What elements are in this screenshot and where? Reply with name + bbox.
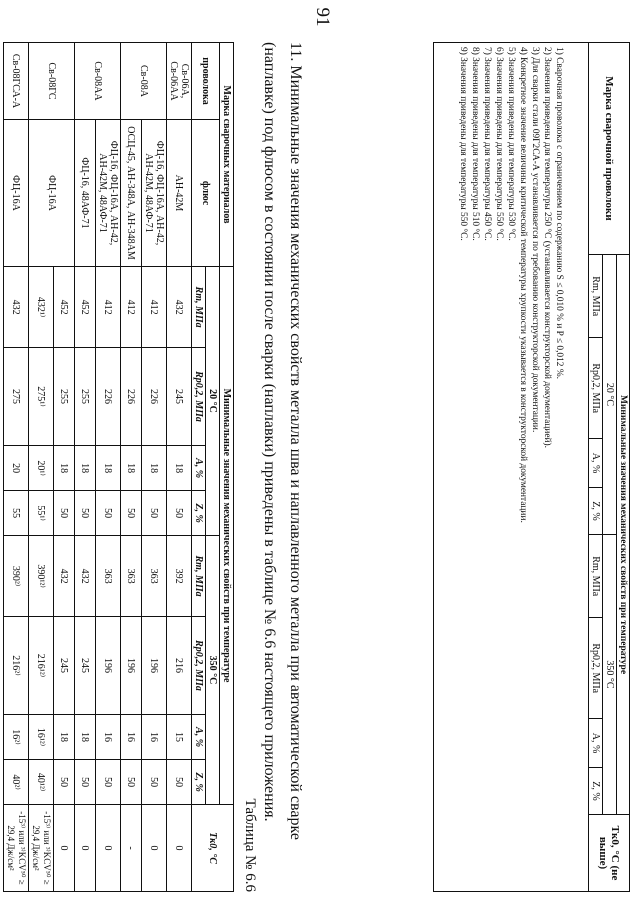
t66-col-rp-20: Rp0,2, МПа bbox=[192, 348, 206, 446]
cell-z20: 50 bbox=[96, 491, 121, 536]
cell-tc: 0 bbox=[75, 805, 96, 892]
cell-tc: 0 bbox=[96, 805, 121, 892]
cell-rm20: 452 bbox=[54, 267, 75, 348]
t66-header-mech: Минимальные значения механических свойств при температуре bbox=[220, 267, 234, 805]
t66-col-a-350: A, % bbox=[192, 714, 206, 760]
cell-rp350: 245 bbox=[54, 617, 75, 715]
t66-header-tc: Tк0, °С bbox=[192, 805, 234, 892]
top-col-a-350: A, % bbox=[589, 719, 603, 768]
cell-z20: 50 bbox=[167, 491, 192, 536]
cell-a350: 16¹²⁾ bbox=[29, 714, 54, 760]
cell-rp350: 216¹²⁾ bbox=[29, 617, 54, 715]
cell-flux: ОСЦ-45, АН-348А, АН-348АМ bbox=[121, 120, 142, 267]
cell-tc: - bbox=[121, 805, 142, 892]
note-line: 5) Значения приведены для температуры 530 °С. bbox=[506, 47, 516, 241]
cell-wire: Св-06А, Св-06АА bbox=[167, 43, 192, 120]
cell-rp350: 216 bbox=[167, 617, 192, 715]
cell-rm20: 412 bbox=[96, 267, 121, 348]
top-col-rm-20: Rm, МПа bbox=[589, 255, 603, 338]
cell-rm20: 412 bbox=[142, 267, 167, 348]
table-row bbox=[75, 43, 96, 892]
cell-z20: 50 bbox=[75, 491, 96, 536]
t66-col-rp-350: Rp0,2, МПа bbox=[192, 617, 206, 715]
top-col-rp-350: Rp0,2, МПа bbox=[589, 618, 603, 719]
cell-z350: 50 bbox=[121, 760, 142, 805]
table-label: Таблица № 6.6 bbox=[242, 798, 258, 892]
note-line: 9) Значения приведены для температуры 550 °С. bbox=[458, 47, 468, 241]
top-col-z-20: Z, % bbox=[589, 488, 603, 535]
cell-a350: 18 bbox=[75, 714, 96, 760]
cell-a350: 15 bbox=[167, 714, 192, 760]
cell-rp20: 255 bbox=[54, 348, 75, 446]
cell-tc: 0 bbox=[142, 805, 167, 892]
cell-rm20: 452 bbox=[75, 267, 96, 348]
note-line: 3) Для сварки стали 09Г2СА-А устанавливается по требованию конструкторской документации. bbox=[530, 47, 540, 433]
cell-a20: 20 bbox=[4, 445, 29, 491]
cell-flux: ФЦ-16А bbox=[29, 120, 75, 267]
cell-z350: 50 bbox=[142, 760, 167, 805]
t66-header-materials: Марка сварочных материалов bbox=[220, 43, 234, 267]
top-header-tc: Tк0, °С (не выше) bbox=[589, 815, 630, 892]
cell-rm350: 363 bbox=[96, 535, 121, 616]
cell-rp20: 226 bbox=[96, 348, 121, 446]
cell-flux: ФЦ-16, ФЦ-16А, АН-42, АН-42М, 48АФ-71 bbox=[142, 120, 167, 267]
cell-rp20: 255 bbox=[75, 348, 96, 446]
top-header-temp-350: 350 °С bbox=[603, 534, 617, 814]
t66-col-a-20: A, % bbox=[192, 445, 206, 491]
cell-a350: 18 bbox=[54, 714, 75, 760]
cell-rp350: 216²⁾ bbox=[4, 617, 29, 715]
table-row bbox=[96, 43, 121, 892]
note-line: 7) Значения приведены для температуры 450 °С. bbox=[482, 47, 492, 241]
t66-col-z-350: Z, % bbox=[192, 760, 206, 805]
page-number: 91 bbox=[312, 7, 333, 27]
top-header-mech: Минимальные значения механических свойств при температуре bbox=[617, 255, 630, 815]
top-col-z-350: Z, % bbox=[589, 768, 603, 815]
cell-rp350: 196 bbox=[121, 617, 142, 715]
note-line: 6) Значения приведены для температуры 550 °С. bbox=[494, 47, 504, 241]
cell-rp20: 226 bbox=[121, 348, 142, 446]
cell-a20: 18 bbox=[142, 445, 167, 491]
cell-flux: ФЦ-16, ФЦ-16А, АН-42, АН-42М, 48АФ-71 bbox=[96, 120, 121, 267]
cell-flux: ФЦ-16, 48АФ-71 bbox=[75, 120, 96, 267]
top-col-a-20: A, % bbox=[589, 439, 603, 488]
cell-rp350: 196 bbox=[142, 617, 167, 715]
cell-wire: Св-08ГСА-А bbox=[4, 43, 29, 120]
cell-z20: 50 bbox=[142, 491, 167, 536]
cell-rp350: 196 bbox=[96, 617, 121, 715]
note-line: 8) Значения приведены для температуры 510 °С. bbox=[470, 47, 480, 241]
cell-a20: 18 bbox=[121, 445, 142, 491]
cell-rp350: 245 bbox=[75, 617, 96, 715]
cell-tc: -15³⁾ или ³⁾KCV⁵⁰ ≥ 29,4 Дж/см² bbox=[4, 805, 29, 892]
cell-flux: ФЦ-16А bbox=[4, 120, 29, 267]
cell-a20: 18 bbox=[96, 445, 121, 491]
cell-rm20: 412 bbox=[121, 267, 142, 348]
note-line: 1) Сварочная проволока с ограничением по содержанию S ≤ 0,010 % и P ≤ 0,012 %. bbox=[554, 47, 564, 379]
cell-tc: 0 bbox=[54, 805, 75, 892]
note-line: 4) Конкретное значение величины критической температуры хрупкости указывается в конструкторской документации. bbox=[518, 47, 528, 523]
table-6-6 bbox=[3, 42, 234, 892]
cell-a20: 18 bbox=[75, 445, 96, 491]
t66-col-rm-350: Rm, МПа bbox=[192, 535, 206, 616]
cell-rp20: 245 bbox=[167, 348, 192, 446]
cell-rm350: 392 bbox=[167, 535, 192, 616]
top-header-wire: Марка сварочной проволоки bbox=[589, 43, 630, 255]
section-heading: 11. Минимальные значения механических свойств металла шва и наплавленного металла при автоматической сварке (наплавке) под флюсом в состоянии после сварки (наплавки) приведены в таблице № 6.6 настоящего приложения. bbox=[261, 42, 304, 840]
t66-header-wire: проволока bbox=[192, 43, 220, 120]
cell-z20: 55 bbox=[4, 491, 29, 536]
cell-a350: 16 bbox=[121, 714, 142, 760]
table-row bbox=[54, 43, 75, 892]
cell-wire: Св-08АА bbox=[75, 43, 121, 120]
top-col-rm-350: Rm, МПа bbox=[589, 534, 603, 617]
cell-z350: 50 bbox=[75, 760, 96, 805]
cell-tc: -15³⁾ или ³⁾KCV⁵⁰ ≥ 29,4 Дж/см² bbox=[29, 805, 54, 892]
cell-a350: 16 bbox=[142, 714, 167, 760]
cell-rp20: 275¹⁾ bbox=[29, 348, 54, 446]
rotated-page-content bbox=[6, 42, 630, 892]
cell-z350: 50 bbox=[54, 760, 75, 805]
top-header-temp-20: 20 °С bbox=[603, 255, 617, 535]
cell-z350: 50 bbox=[96, 760, 121, 805]
cell-z350: 40¹²⁾ bbox=[29, 760, 54, 805]
cell-a350: 16²⁾ bbox=[4, 714, 29, 760]
cell-rm20: 432 bbox=[4, 267, 29, 348]
t66-col-z-20: Z, % bbox=[192, 491, 206, 536]
cell-rm20: 432¹⁾ bbox=[29, 267, 54, 348]
t66-header-temp-20: 20 °С bbox=[206, 267, 220, 536]
t66-col-rm-20: Rm, МПа bbox=[192, 267, 206, 348]
cell-z350: 40²⁾ bbox=[4, 760, 29, 805]
cell-flux: АН-42М bbox=[167, 120, 192, 267]
cell-tc: 0 bbox=[167, 805, 192, 892]
top-table-notes bbox=[434, 43, 589, 892]
cell-rm350: 390¹²⁾ bbox=[29, 535, 54, 616]
t66-header-temp-350: 350 °С bbox=[206, 535, 220, 804]
note-line: 2) Значения приведены для температуры 250 °С (устанавливается конструкторской документацией). bbox=[542, 47, 552, 449]
cell-rm350: 390²⁾ bbox=[4, 535, 29, 616]
cell-rp20: 226 bbox=[142, 348, 167, 446]
t66-header-flux: флюс bbox=[192, 120, 220, 267]
table-row bbox=[4, 43, 29, 892]
cell-a20: 18 bbox=[54, 445, 75, 491]
cell-z20: 50 bbox=[121, 491, 142, 536]
cell-a20: 18 bbox=[167, 445, 192, 491]
cell-rm350: 432 bbox=[75, 535, 96, 616]
cell-rm20: 432 bbox=[167, 267, 192, 348]
cell-rm350: 363 bbox=[142, 535, 167, 616]
cell-z20: 50 bbox=[54, 491, 75, 536]
table-row bbox=[142, 43, 167, 892]
cell-rm350: 363 bbox=[121, 535, 142, 616]
table-row bbox=[121, 43, 142, 892]
cell-rm350: 432 bbox=[54, 535, 75, 616]
cell-a350: 16 bbox=[96, 714, 121, 760]
table-row bbox=[167, 43, 192, 892]
cell-z350: 50 bbox=[167, 760, 192, 805]
cell-a20: 20¹⁾ bbox=[29, 445, 54, 491]
cell-wire: Св-08ГС bbox=[29, 43, 75, 120]
cell-z20: 55¹⁾ bbox=[29, 491, 54, 536]
top-col-rp-20: Rp0,2, МПа bbox=[589, 338, 603, 439]
cell-rp20: 275 bbox=[4, 348, 29, 446]
cell-wire: Св-08А bbox=[121, 43, 167, 120]
top-table bbox=[433, 42, 630, 892]
